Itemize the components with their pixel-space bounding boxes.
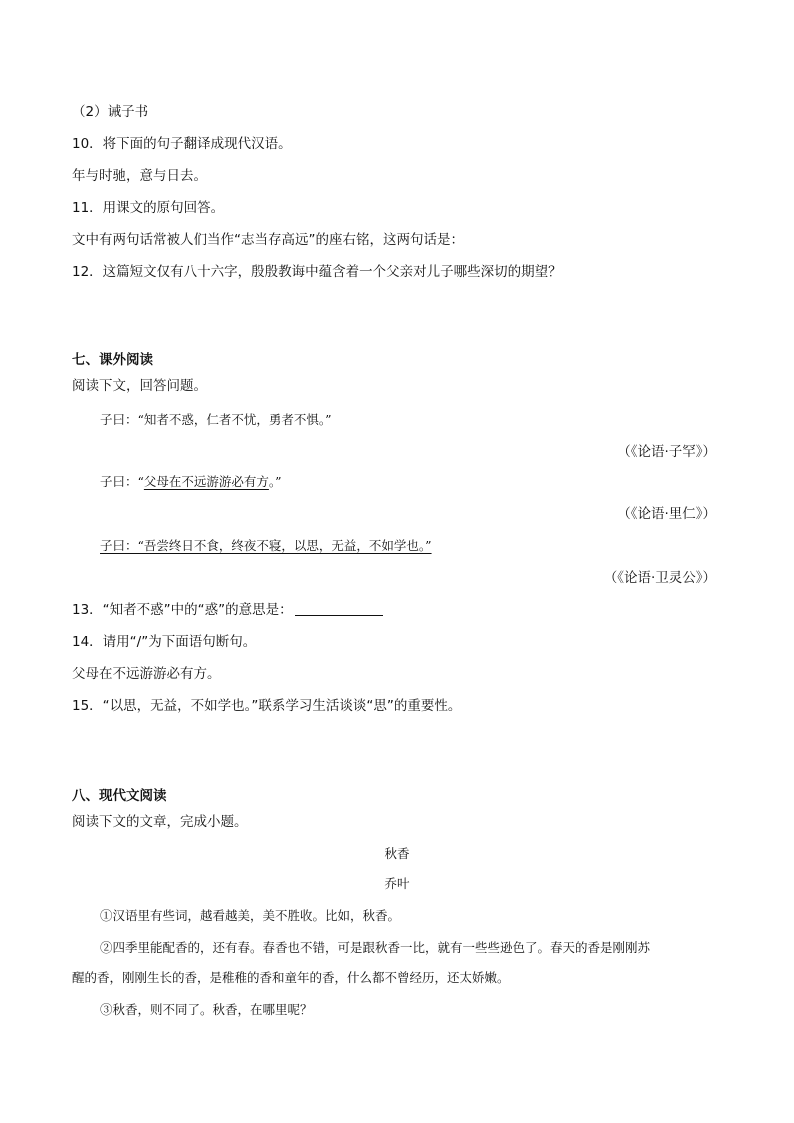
article-paragraph-1: ①汉语里有些词，越看越美，美不胜收。比如，秋香。 xyxy=(100,908,401,923)
quote-3: 子曰：“吾尝终日不食，终夜不寝，以思，无益，不如学也。” xyxy=(100,538,432,553)
question-10: 10．将下面的句子翻译成现代汉语。 xyxy=(72,136,292,152)
quote-2-suffix: 。” xyxy=(268,474,282,489)
answer-blank[interactable] xyxy=(295,601,383,616)
section-heading-8: 八、现代文阅读 xyxy=(72,788,167,804)
quote-1: 子曰：“知者不惑，仁者不忧，勇者不惧。” xyxy=(100,412,332,427)
quote-3-source: （《论语·卫灵公》） xyxy=(603,570,716,586)
question-11-prompt: 文中有两句话常被人们当作“志当存高远”的座右铭，这两句话是： xyxy=(72,232,464,248)
quote-2-underlined: 父母在不远游游必有方 xyxy=(143,474,269,489)
section-7-instruction: 阅读下文，回答问题。 xyxy=(72,378,207,394)
article-paragraph-3: ③秋香，则不同了。秋香，在哪里呢？ xyxy=(100,1002,313,1017)
question-15: 15．“以思，无益，不如学也。”联系学习生活谈谈“思”的重要性。 xyxy=(72,698,462,714)
quote-2-prefix: 子曰：“ xyxy=(100,474,144,489)
question-11: 11．用课文的原句回答。 xyxy=(72,200,225,216)
section-heading-7: 七、课外阅读 xyxy=(72,352,153,368)
quote-2 xyxy=(100,472,282,492)
article-title: 秋香 xyxy=(384,846,410,861)
question-13-text: 13．“知者不惑”中的“惑”的意思是： xyxy=(72,602,293,618)
article-paragraph-2-line-2: 醒的香，刚刚生长的香，是稚稚的香和童年的香，什么都不曾经历，还太娇嫩。 xyxy=(72,970,510,985)
article-paragraph-2-line-1: ②四季里能配香的，还有春。春香也不错，可是跟秋香一比，就有一些些逊色了。春天的香是刚刚苏 xyxy=(100,940,651,955)
section-subtitle: （2）诫子书 xyxy=(72,104,149,120)
question-14-sentence: 父母在不远游游必有方。 xyxy=(72,666,221,682)
quote-2-source: （《论语·里仁》） xyxy=(617,506,716,522)
question-10-sentence: 年与时驰，意与日去。 xyxy=(72,168,207,184)
question-12: 12．这篇短文仅有八十六字，殷殷教诲中蕴含着一个父亲对儿子哪些深切的期望？ xyxy=(72,264,562,280)
section-8-instruction: 阅读下文的文章，完成小题。 xyxy=(72,814,248,830)
question-14: 14．请用“/”为下面语句断句。 xyxy=(72,634,257,650)
question-13 xyxy=(72,600,383,620)
quote-1-source: （《论语·子罕》） xyxy=(617,444,716,460)
article-author: 乔叶 xyxy=(384,876,410,891)
